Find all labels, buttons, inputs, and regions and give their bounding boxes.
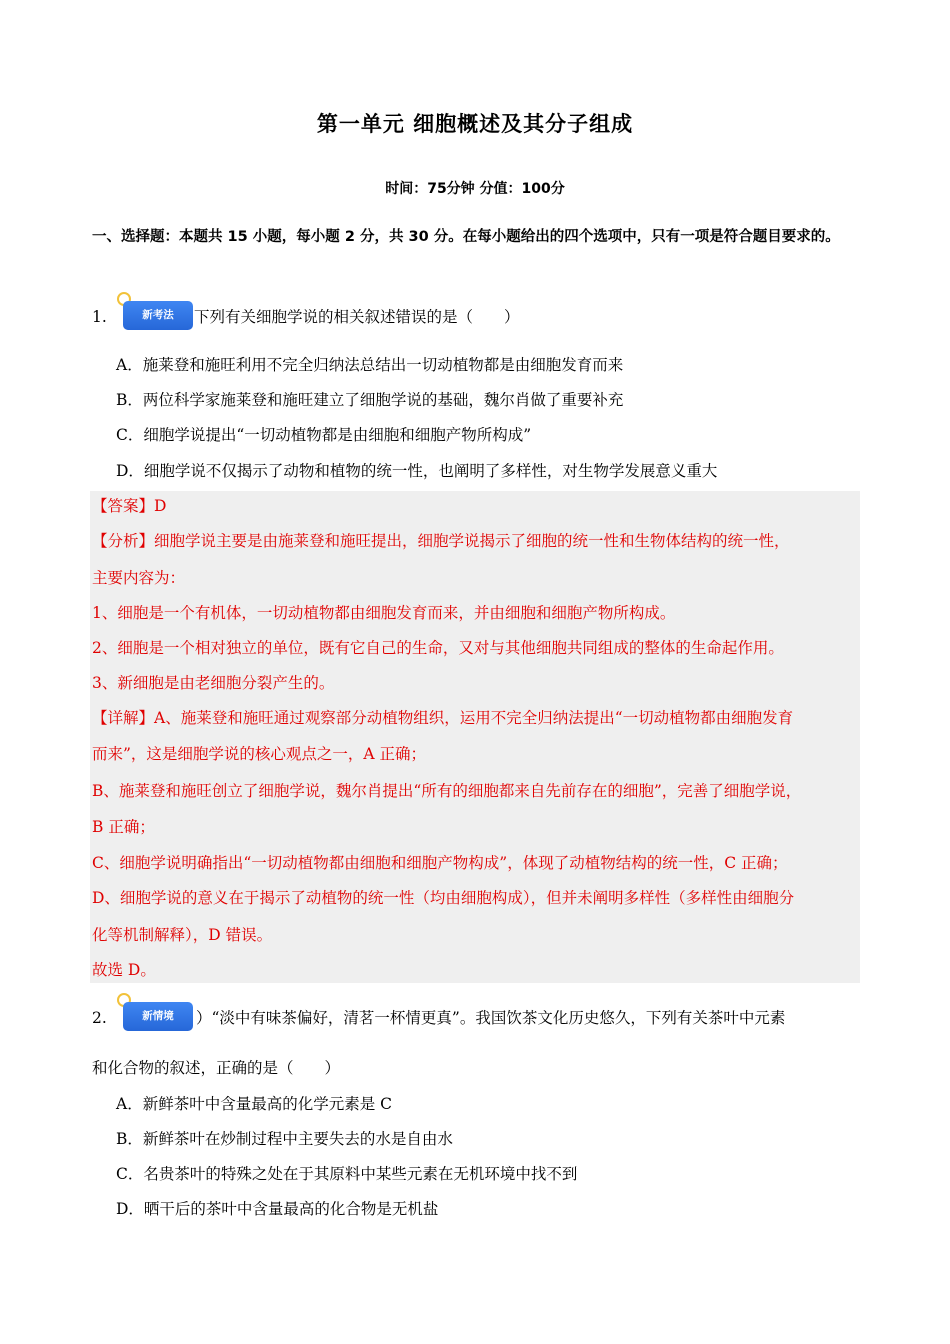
answer-line: 3、新细胞是由老细胞分裂产生的。 [92,674,335,692]
question-stem: 下列有关细胞学说的相关叙述错误的是（ ） [194,308,520,326]
answer-line: B、施莱登和施旺创立了细胞学说，魏尔肖提出“所有的细胞都来自先前存在的细胞”，完善了细胞学说， [92,782,802,800]
question-1 [92,306,122,328]
question-2 [92,1007,122,1029]
question-stem: ）“淡中有味茶偏好，清茗一杯情更真”。我国饮茶文化历史悠久，下列有关茶叶中元素 [196,1009,786,1027]
question-stem-continued: 和化合物的叙述，正确的是（ ） [92,1059,341,1077]
answer-line: C、细胞学说明确指出“一切动植物都由细胞和细胞产物构成”，体现了动植物结构的统一性，C 正确； [92,854,788,872]
answer-line: 1、细胞是一个有机体，一切动植物都由细胞发育而来，并由细胞和细胞产物所构成。 [92,604,676,622]
answer-line: 故选 D。 [92,961,156,979]
answer-line: 化等机制解释），D 错误。 [92,926,273,944]
option-c: C．细胞学说提出“一切动植物都是由细胞和细胞产物所构成” [116,426,532,444]
question-number: 1. [92,308,107,326]
exam-info: 时间：75分钟 分值：100分 [385,181,565,197]
page-title: 第一单元 细胞概述及其分子组成 [316,112,634,136]
option-a: A．施莱登和施旺利用不完全归纳法总结出一切动植物都是由细胞发育而来 [116,356,624,374]
answer-line: 【分析】细胞学说主要是由施莱登和施旺提出，细胞学说揭示了细胞的统一性和生物体结构的统一性， [92,532,790,550]
badge-new-context: 新情境 [123,1002,193,1031]
answer-line: 2、细胞是一个相对独立的单位，既有它自己的生命，又对与其他细胞共同组成的整体的生命起作用。 [92,639,784,657]
option-b: B．两位科学家施莱登和施旺建立了细胞学说的基础，魏尔肖做了重要补充 [116,391,624,409]
option-b: B．新鲜茶叶在炒制过程中主要失去的水是自由水 [116,1130,453,1148]
option-d: D．细胞学说不仅揭示了动物和植物的统一性，也阐明了多样性，对生物学发展意义重大 [116,462,718,480]
option-c: C．名贵茶叶的特殊之处在于其原料中某些元素在无机环境中找不到 [116,1165,578,1183]
answer-panel [90,491,860,983]
option-d: D．晒干后的茶叶中含量最高的化合物是无机盐 [116,1200,439,1218]
answer-line: 主要内容为： [92,569,186,587]
option-a: A．新鲜茶叶中含量最高的化学元素是 C [116,1095,392,1113]
answer-line: B 正确； [92,818,155,836]
section-heading: 一、选择题：本题共 15 小题，每小题 2 分，共 30 分。在每小题给出的四个选项中，只有一项是符合题目要求的。 [92,229,840,245]
answer-line: 【答案】D [92,497,167,515]
question-number: 2. [92,1009,107,1027]
answer-line: 【详解】A、施莱登和施旺通过观察部分动植物组织，运用不完全归纳法提出“一切动植物都由细胞发育 [92,709,794,727]
answer-line: D、细胞学说的意义在于揭示了动植物的统一性（均由细胞构成），但并未阐明多样性（多样性由细胞分 [92,889,795,907]
badge-new-method: 新考法 [123,301,193,330]
answer-line: 而来”，这是细胞学说的核心观点之一，A 正确； [92,745,427,763]
